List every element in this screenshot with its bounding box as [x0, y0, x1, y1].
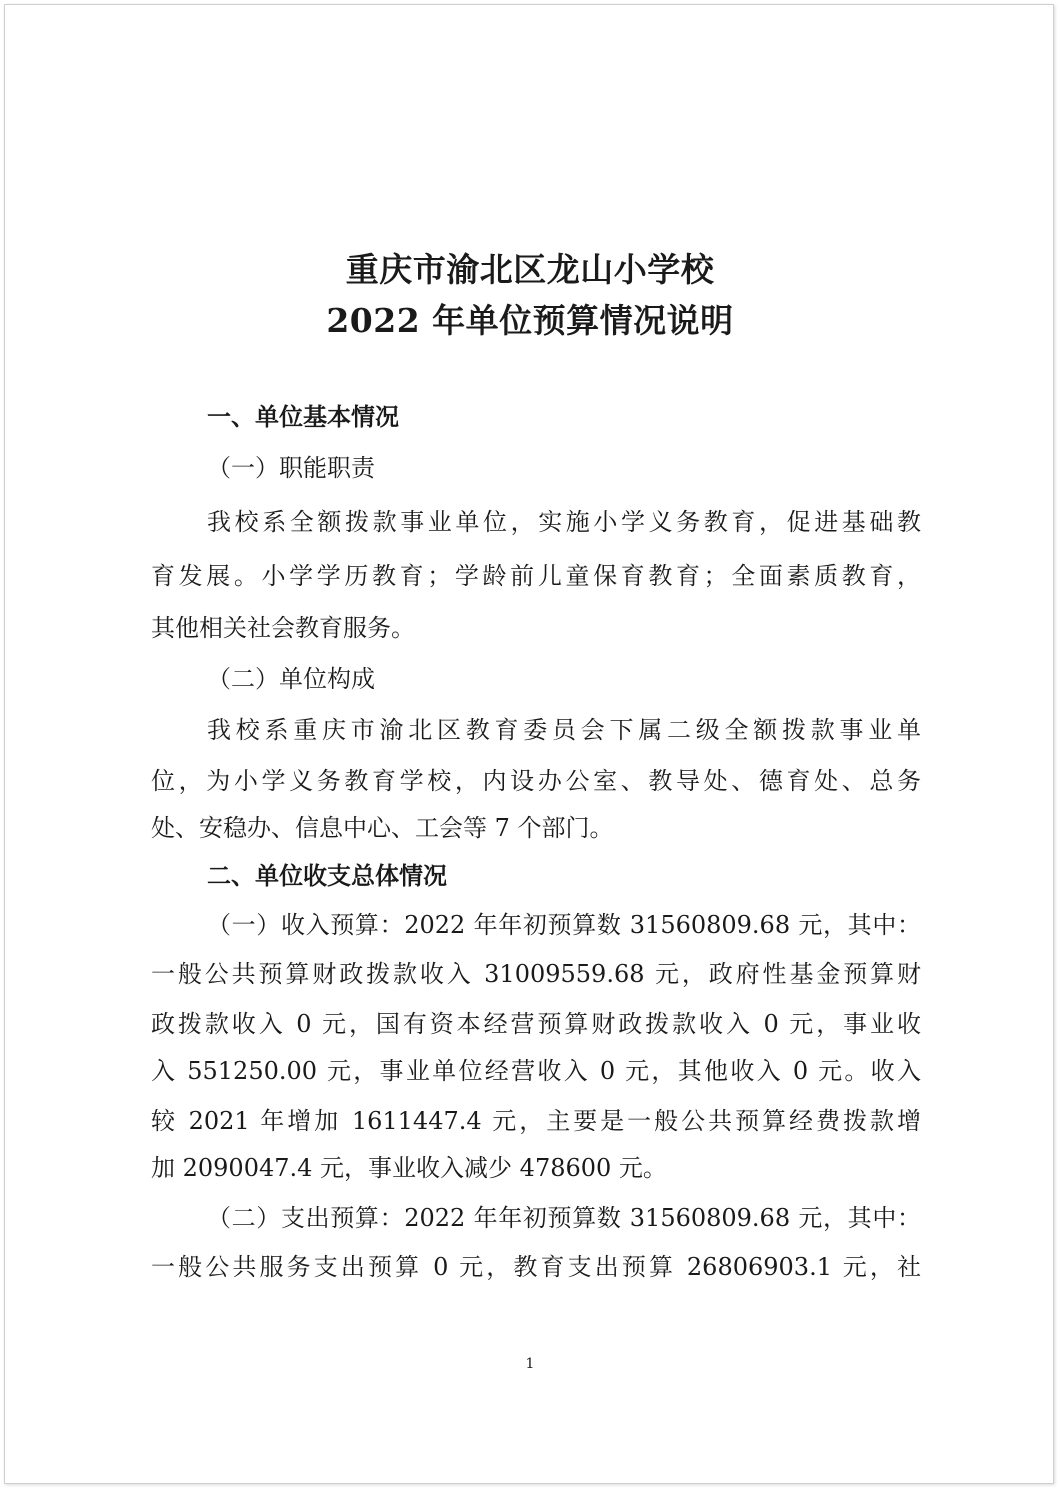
paragraph-line: 育发展。小学学历教育；学龄前儿童保育教育；全面素质教育， [151, 562, 921, 590]
document-subtitle: 2022 年单位预算情况说明 [326, 301, 734, 340]
paragraph-line: 我校系重庆市渝北区教育委员会下属二级全额拨款事业单 [207, 716, 921, 744]
paragraph-line: 我校系全额拨款事业单位，实施小学义务教育，促进基础教 [207, 508, 921, 536]
page-number: 1 [525, 1356, 535, 1372]
paragraph-line: （二）支出预算：2022 年年初预算数 31560809.68 元，其中： [207, 1204, 921, 1232]
paragraph-line: 一般公共服务支出预算 0 元，教育支出预算 26806903.1 元，社 [151, 1253, 921, 1281]
section-heading-1: 一、单位基本情况 [207, 402, 399, 431]
paragraph-line: 一般公共预算财政拨款收入 31009559.68 元，政府性基金预算财 [151, 960, 921, 988]
paragraph-line: 位，为小学义务教育学校，内设办公室、教导处、德育处、总务 [151, 767, 921, 795]
subsection-heading-1-2: （二）单位构成 [207, 665, 375, 693]
paragraph-line: 政拨款收入 0 元，国有资本经营预算财政拨款收入 0 元，事业收 [151, 1010, 921, 1038]
paragraph-line: 入 551250.00 元，事业单位经营收入 0 元，其他收入 0 元。收入 [151, 1057, 921, 1085]
paragraph-line: （一）收入预算：2022 年年初预算数 31560809.68 元，其中： [207, 911, 921, 939]
section-heading-2: 二、单位收支总体情况 [207, 861, 447, 890]
paragraph-line: 其他相关社会教育服务。 [151, 614, 415, 642]
paragraph-line: 较 2021 年增加 1611447.4 元，主要是一般公共预算经费拨款增 [151, 1107, 921, 1135]
document-title: 重庆市渝北区龙山小学校 [345, 250, 715, 289]
paragraph-line: 处、安稳办、信息中心、工会等 7 个部门。 [151, 814, 614, 842]
paragraph-line: 加 2090047.4 元，事业收入减少 478600 元。 [151, 1154, 667, 1182]
subsection-heading-1-1: （一）职能职责 [207, 454, 375, 482]
